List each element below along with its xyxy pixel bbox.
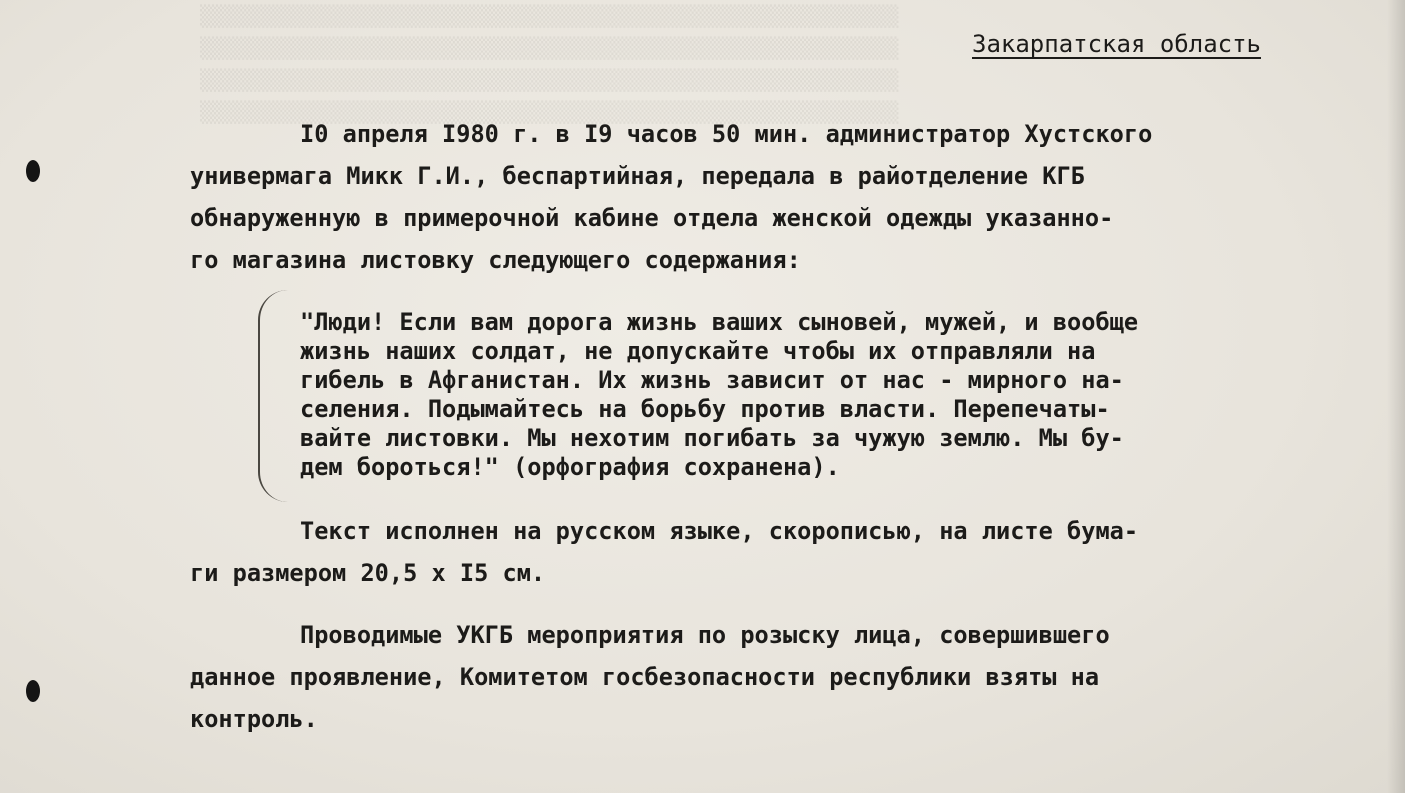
- paragraph-1: [190, 113, 1390, 281]
- paragraph-3: [190, 614, 1390, 740]
- bleed-through-texture: ▒▒▒▒▒▒▒▒▒▒▒▒▒▒▒▒▒▒▒▒▒▒▒▒▒▒▒▒▒▒▒▒▒▒▒▒▒▒▒▒▒▒▒▒▒▒▒▒▒▒▒▒▒▒▒▒▒▒ ▒▒▒▒▒▒▒▒▒▒▒▒▒▒▒▒▒▒▒▒▒▒▒▒▒▒▒▒▒▒▒▒▒▒▒▒▒▒▒▒▒▒▒▒▒▒▒▒▒▒▒▒▒▒▒▒▒▒ ▒▒▒▒▒▒▒▒▒▒▒▒▒▒▒▒▒▒▒▒▒▒▒▒▒▒▒▒▒▒▒▒▒▒▒▒▒▒▒▒▒▒▒▒▒▒▒▒▒▒▒▒▒▒▒▒▒▒ ▒▒▒▒▒▒▒▒▒▒▒▒▒▒▒▒▒▒▒▒▒▒▒▒▒▒▒▒▒▒▒▒▒▒▒▒▒▒▒▒▒▒▒▒▒▒▒▒▒▒▒▒▒▒▒▒▒▒: [200, 4, 899, 124]
- leaflet-quote: [300, 308, 1380, 482]
- paragraph-2: [190, 510, 1390, 594]
- quote-line: гибель в Афганистан. Их жизнь зависит от нас - мирного на-: [300, 366, 1124, 394]
- punch-hole-top: [26, 160, 40, 182]
- quote-line: вайте листовки. Мы нехотим погибать за чужую землю. Мы бу-: [300, 424, 1124, 452]
- region-heading: Закарпатская область: [972, 30, 1261, 58]
- paragraph-line: контроль.: [190, 705, 318, 733]
- paragraph-line: I0 апреля I980 г. в I9 часов 50 мин. администратор Хустского: [300, 120, 1153, 148]
- paragraph-line: го магазина листовку следующего содержания:: [190, 246, 801, 274]
- paragraph-line: обнаруженную в примерочной кабине отдела женской одежды указанно-: [190, 204, 1114, 232]
- quote-line: жизнь наших солдат, не допускайте чтобы их отправляли на: [300, 337, 1096, 365]
- paragraph-line: ги размером 20,5 х I5 см.: [190, 559, 546, 587]
- paragraph-line: Текст исполнен на русском языке, скорописью, на листе бума-: [300, 517, 1139, 545]
- quote-bracket: [258, 290, 290, 502]
- quote-line: селения. Подымайтесь на борьбу против власти. Перепечаты-: [300, 395, 1110, 423]
- quote-line: "Люди! Если вам дорога жизнь ваших сыновей, мужей, и вообще: [300, 308, 1139, 336]
- paragraph-line: данное проявление, Комитетом госбезопасности республики взяты на: [190, 663, 1100, 691]
- paragraph-line: универмага Микк Г.И., беспартийная, передала в райотделение КГБ: [190, 162, 1085, 190]
- paragraph-line: Проводимые УКГБ мероприятия по розыску лица, совершившего: [300, 621, 1110, 649]
- quote-line: дем бороться!" (орфография сохранена).: [300, 453, 840, 481]
- punch-hole-bottom: [26, 680, 40, 702]
